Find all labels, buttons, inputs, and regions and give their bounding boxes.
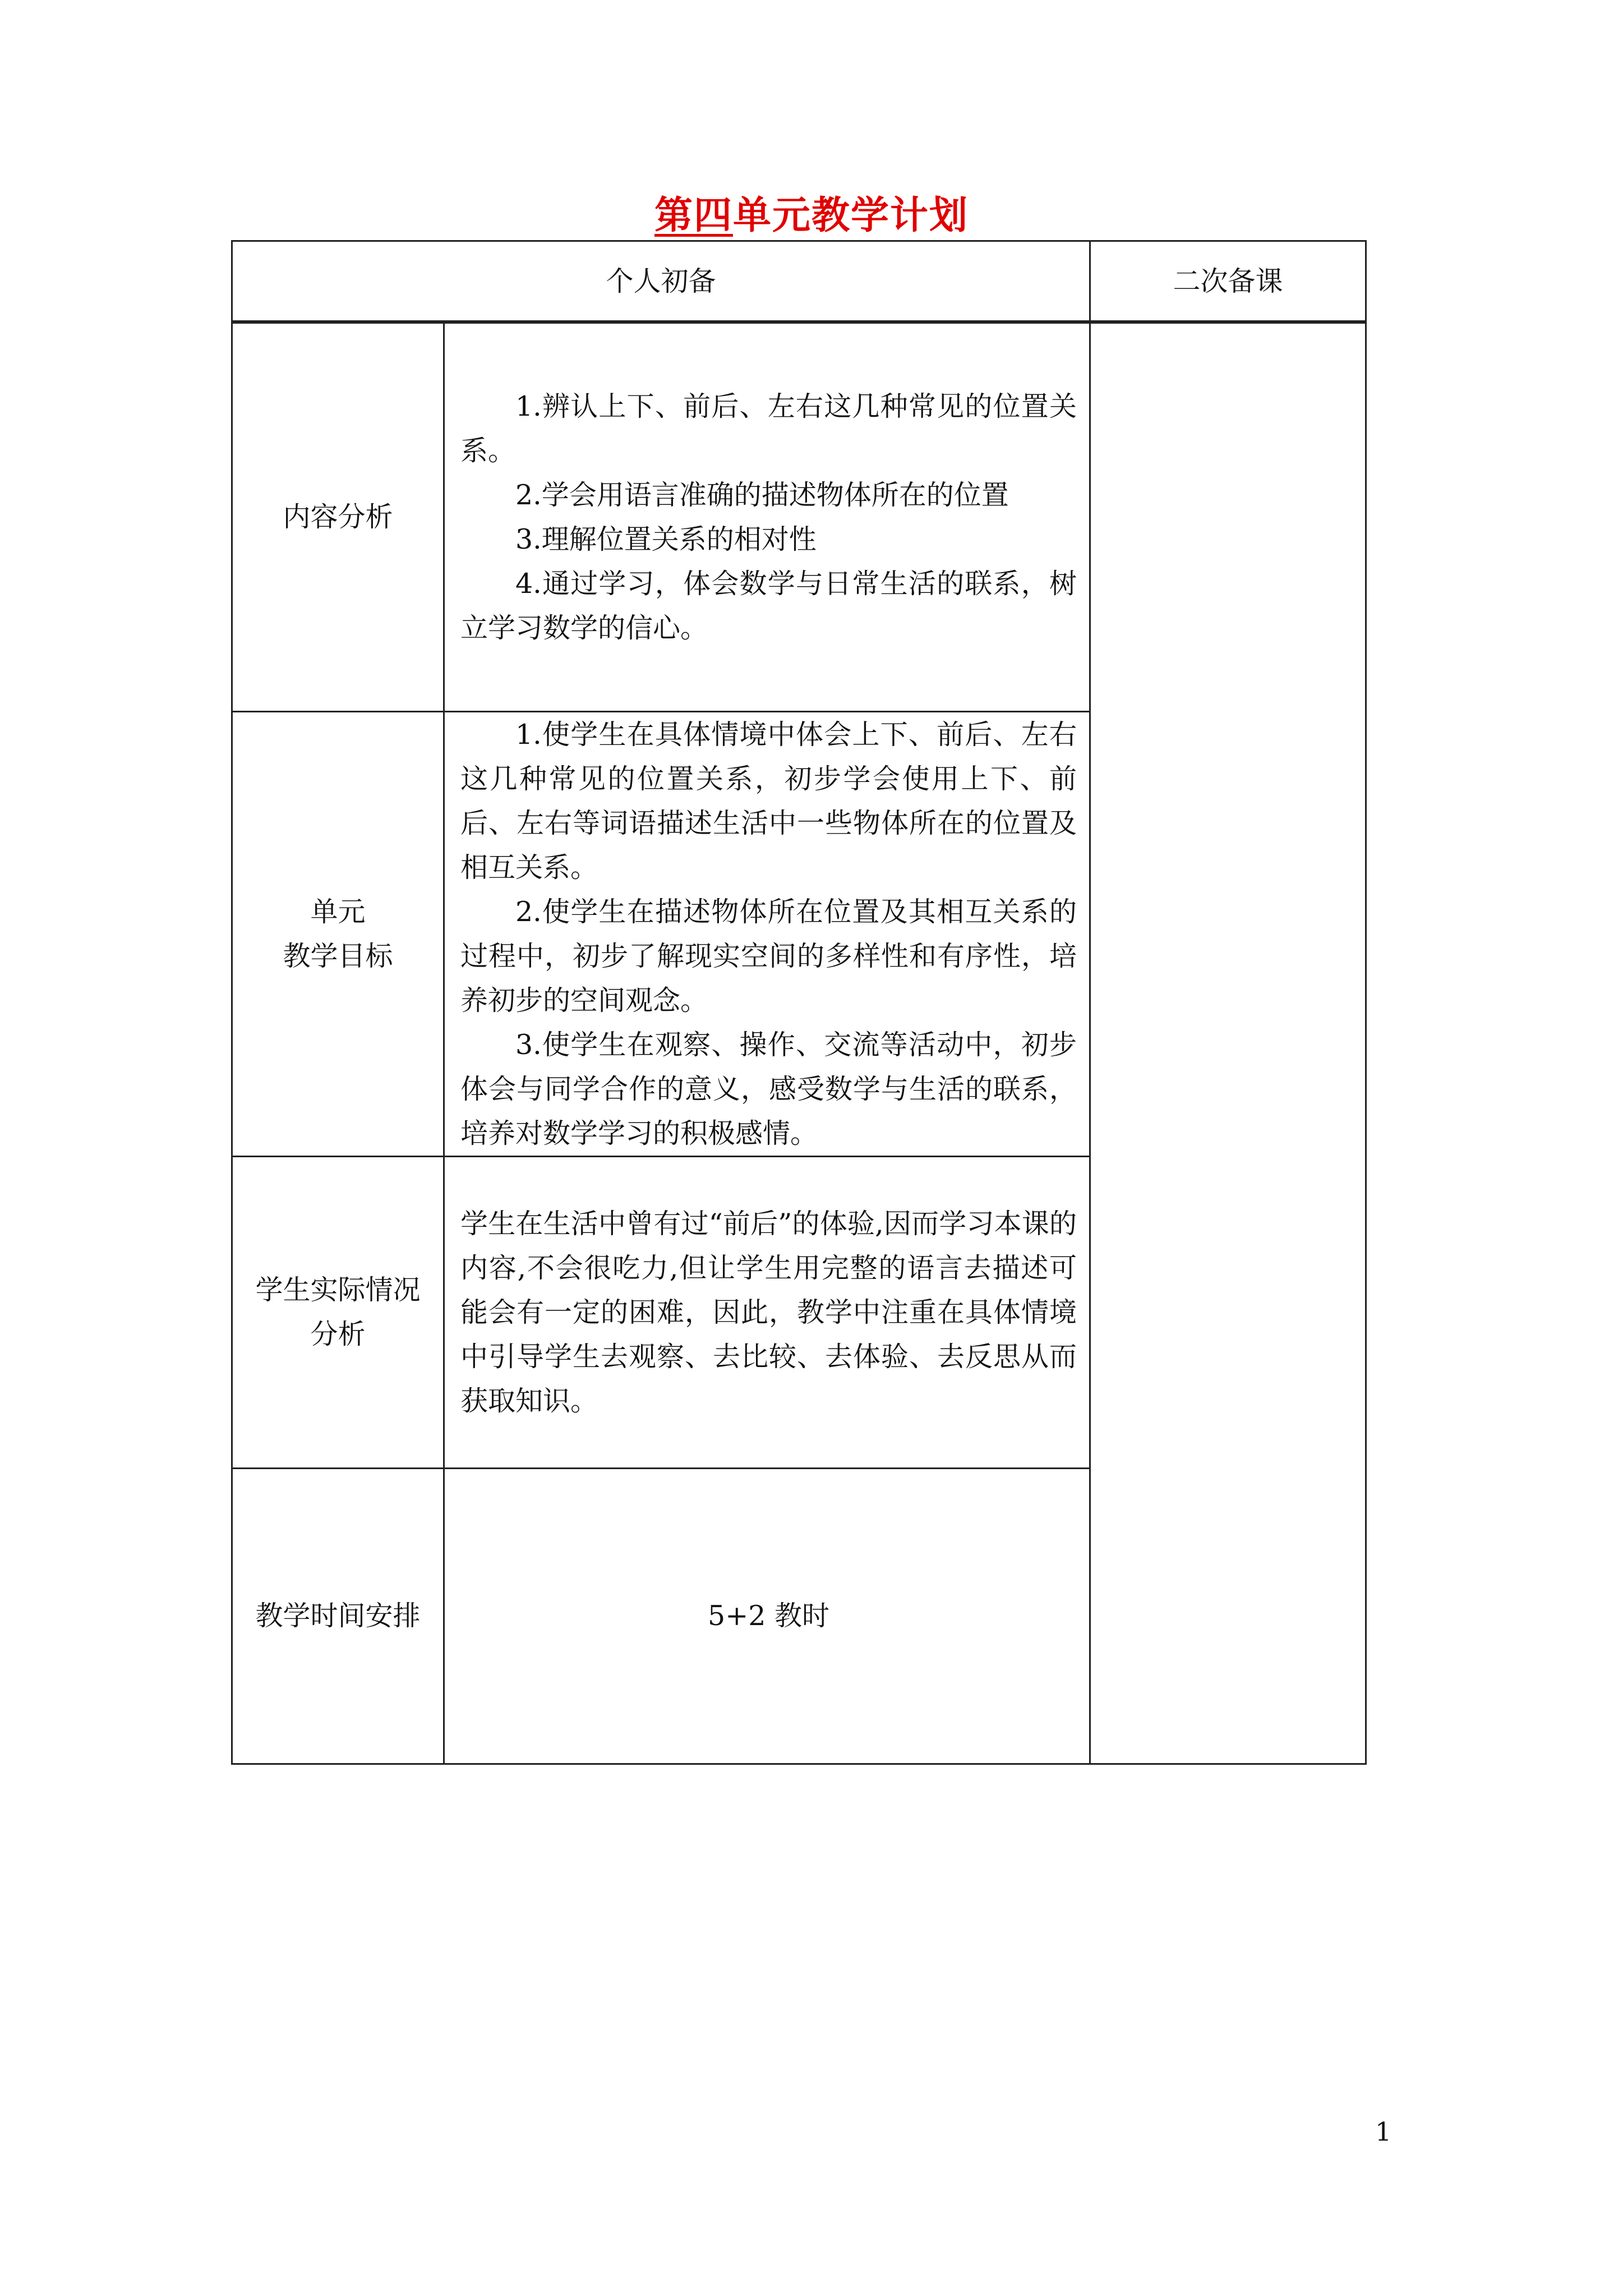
unit-goal-item: 3.使学生在观察、操作、交流等活动中，初步体会与同学合作的意义，感受数学与生活的联系，培养对数学学习的积极感情。 (460, 1028, 1077, 1149)
student-analysis-cell (444, 1156, 1090, 1468)
table-header-row (232, 241, 1366, 323)
unit-goal-item: 2.使学生在描述物体所在位置及其相互关系的过程中，初步了解现实空间的多样性和有序性，培养初步的空间观念。 (460, 895, 1077, 1016)
header-personal-prep: 个人初备 (232, 241, 1090, 323)
page-number: 1 (1375, 2116, 1392, 2147)
second-prep-blank-cell (1090, 322, 1366, 1764)
page-title (0, 191, 1623, 241)
row-label-content-analysis: 内容分析 (232, 322, 444, 711)
row-label-unit-goals (232, 711, 444, 1156)
content-analysis-item: 2.学会用语言准确的描述物体所在的位置 (515, 478, 1009, 511)
unit-goals-cell (444, 711, 1090, 1156)
row-label-line: 单元 (310, 895, 366, 928)
table-row-content-analysis (232, 322, 1366, 711)
time-schedule-cell: 5+2 教时 (444, 1468, 1090, 1764)
title-unit-number: 第四 (654, 194, 733, 238)
unit-goal-item: 1.使学生在具体情境中体会上下、前后、左右这几种常见的位置关系，初步学会使用上下、前后、左右等词语描述生活中一些物体所在的位置及相互关系。 (460, 718, 1077, 884)
content-analysis-item: 1.辨认上下、前后、左右这几种常见的位置关系。 (460, 390, 1077, 467)
row-label-student-analysis (232, 1156, 444, 1468)
row-label-line: 分析 (310, 1318, 366, 1350)
row-label-line: 教学目标 (283, 940, 393, 972)
title-rest: 单元教学计划 (733, 194, 969, 238)
teaching-plan-table (231, 240, 1367, 1765)
header-second-prep: 二次备课 (1090, 241, 1366, 323)
student-analysis-text: 学生在生活中曾有过“前后”的体验,因而学习本课的内容,不会很吃力,但让学生用完整的语言去描述可能会有一定的困难，因此，教学中注重在具体情境中引导学生去观察、去比较、去体验、去反思从而获取知识。 (460, 1207, 1077, 1417)
row-label-line: 学生实际情况 (255, 1274, 421, 1306)
content-analysis-item: 3.理解位置关系的相对性 (515, 523, 817, 555)
content-analysis-cell (444, 322, 1090, 711)
content-analysis-item: 4.通过学习，体会数学与日常生活的联系，树立学习数学的信心。 (460, 567, 1077, 644)
row-label-time-schedule: 教学时间安排 (232, 1468, 444, 1764)
